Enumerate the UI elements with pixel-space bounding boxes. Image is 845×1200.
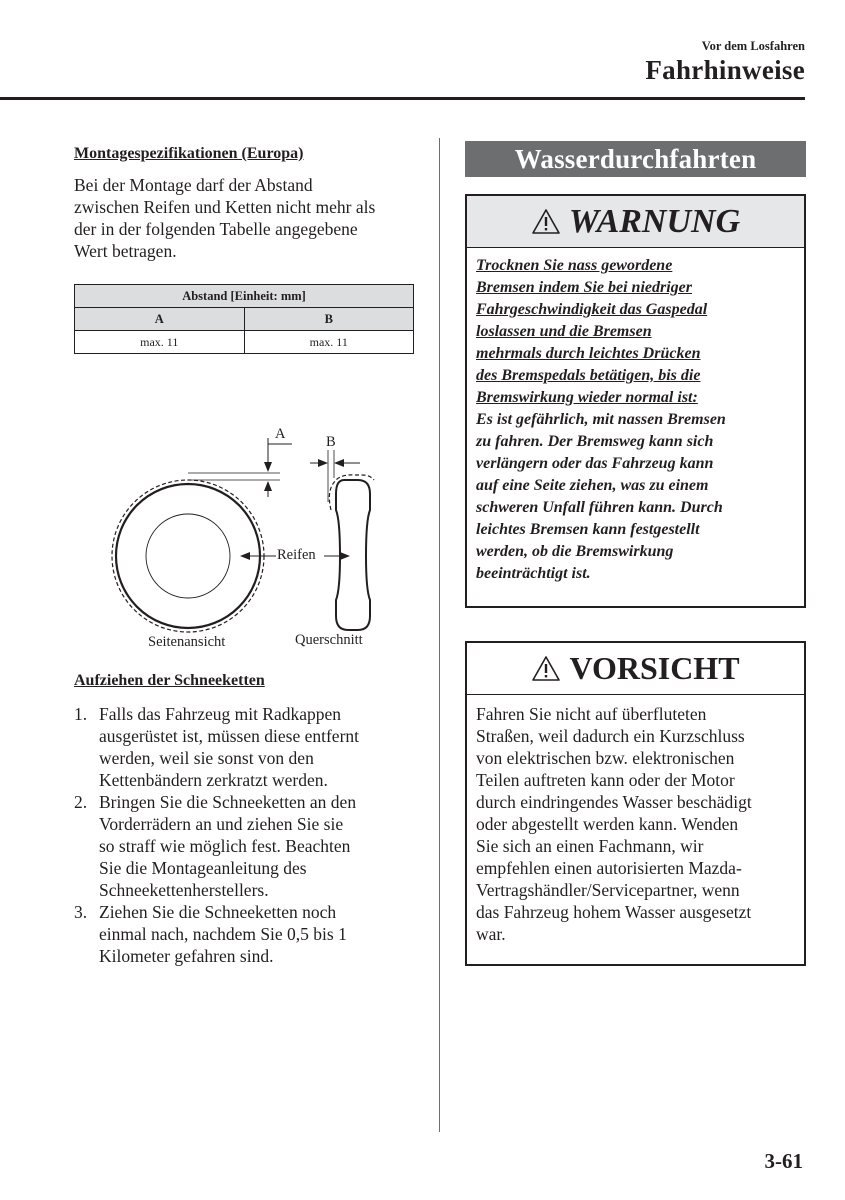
warning-line: beeinträchtigt ist. (476, 565, 591, 582)
warning-box (465, 194, 806, 608)
right-column (465, 141, 806, 177)
warning-triangle-icon (531, 655, 561, 682)
tire-diagram-illustration (100, 410, 400, 660)
caption-side-view: Seitenansicht (148, 634, 226, 650)
step-line: Kettenbändern zerkratzt werden. (99, 770, 328, 790)
caution-line: Straßen, weil dadurch ein Kurzschluss (476, 726, 745, 746)
clearance-table (74, 284, 414, 354)
tire-chain-diagram (100, 410, 400, 660)
warning-line: auf eine Seite ziehen, was zu einem (476, 477, 709, 494)
column-header-b: B (244, 308, 414, 331)
caution-line: Sie sich an einen Fachmann, wir (476, 836, 704, 856)
section-label: Vor dem Losfahren (701, 39, 805, 53)
caution-line: von elektrischen bzw. elektronischen (476, 748, 735, 768)
spec-intro-line: zwischen Reifen und Ketten nicht mehr als (74, 197, 376, 217)
caution-line: Vertragshändler/Servicepartner, wenn (476, 880, 740, 900)
warning-triangle-icon (531, 208, 561, 235)
running-header (645, 38, 805, 86)
step-text (99, 703, 419, 791)
warning-line: werden, ob die Bremswirkung (476, 543, 674, 560)
page-title: Fahrhinweise (645, 55, 805, 85)
step-line: Schneekettenherstellers. (99, 880, 269, 900)
caution-title: VORSICHT (569, 650, 740, 686)
step-line: Falls das Fahrzeug mit Radkappen (99, 704, 342, 724)
step-line: werden, weil sie sonst von den (99, 748, 314, 768)
warning-title: WARNUNG (568, 202, 741, 240)
warning-line: leichtes Bremsen kann festgestellt (476, 521, 700, 538)
warning-line: des Bremspedals betätigen, bis die (476, 367, 701, 384)
spec-intro-line: Wert betragen. (74, 241, 177, 261)
warning-line: Trocknen Sie nass gewordene (476, 257, 673, 274)
spec-intro-line: der in der folgenden Tabelle angegebene (74, 219, 358, 239)
page-number: 3-61 (764, 1149, 803, 1173)
list-item (74, 901, 419, 967)
caption-cross-section: Querschnitt (295, 632, 363, 648)
spec-intro-line: Bei der Montage darf der Abstand (74, 175, 313, 195)
caution-line: war. (476, 924, 506, 944)
label-a: A (275, 426, 286, 442)
table-cell: max. 11 (75, 331, 245, 354)
header-rule (0, 97, 805, 100)
warning-line: verlängern oder das Fahrzeug kann (476, 455, 714, 472)
warning-line: mehrmals durch leichtes Drücken (476, 345, 701, 362)
caution-line: oder abgestellt werden kann. Wenden (476, 814, 739, 834)
label-tire: Reifen (277, 547, 316, 563)
caution-line: durch eindringendes Wasser beschädigt (476, 792, 752, 812)
caution-box (465, 641, 806, 966)
step-number: 3. (74, 902, 88, 922)
warning-line: Bremsen indem Sie bei niedriger (476, 279, 692, 296)
warning-body (467, 248, 804, 585)
left-column (74, 143, 419, 354)
section-banner: Wasserdurchfahrten (465, 141, 806, 177)
step-text (99, 901, 419, 967)
step-line: Sie die Montageanleitung des (99, 858, 307, 878)
step-line: Ziehen Sie die Schneeketten noch (99, 902, 337, 922)
step-line: so straff wie möglich fest. Beachten (99, 836, 351, 856)
warning-line: Es ist gefährlich, mit nassen Bremsen (476, 411, 726, 428)
warning-line: Fahrgeschwindigkeit das Gaspedal (476, 301, 708, 318)
warning-line: zu fahren. Der Bremsweg kann sich (476, 433, 714, 450)
step-number: 1. (74, 704, 88, 724)
table-title: Abstand [Einheit: mm] (75, 285, 414, 308)
label-b: B (326, 434, 336, 450)
table-cell: max. 11 (244, 331, 414, 354)
table-row (75, 331, 414, 354)
step-number: 2. (74, 792, 88, 812)
step-line: Bringen Sie die Schneeketten an den (99, 792, 357, 812)
column-header-a: A (75, 308, 245, 331)
step-line: ausgerüstet ist, müssen diese entfernt (99, 726, 360, 746)
caution-header (467, 643, 804, 695)
column-divider (439, 138, 440, 1132)
list-item (74, 703, 419, 791)
caution-line: das Fahrzeug hohem Wasser ausgesetzt (476, 902, 752, 922)
spec-intro (74, 174, 419, 262)
step-line: Kilometer gefahren sind. (99, 946, 274, 966)
warning-line: Bremswirkung wieder normal ist: (476, 389, 698, 406)
caution-line: empfehlen einen autorisierten Mazda- (476, 858, 742, 878)
list-item (74, 791, 419, 901)
warning-line: loslassen und die Bremsen (476, 323, 652, 340)
caution-body (467, 695, 804, 945)
caution-line: Teilen auftreten kann oder der Motor (476, 770, 735, 790)
warning-header (467, 196, 804, 248)
warning-line: schweren Unfall führen kann. Durch (476, 499, 723, 516)
caution-line: Fahren Sie nicht auf überfluteten (476, 704, 707, 724)
step-line: einmal nach, nachdem Sie 0,5 bis 1 (99, 924, 347, 944)
spec-heading: Montagespezifikationen (Europa) (74, 145, 304, 162)
mount-heading: Aufziehen der Schneeketten (74, 672, 265, 689)
step-line: Vorderrädern an und ziehen Sie sie (99, 814, 344, 834)
mount-steps (74, 703, 419, 967)
step-text (99, 791, 419, 901)
